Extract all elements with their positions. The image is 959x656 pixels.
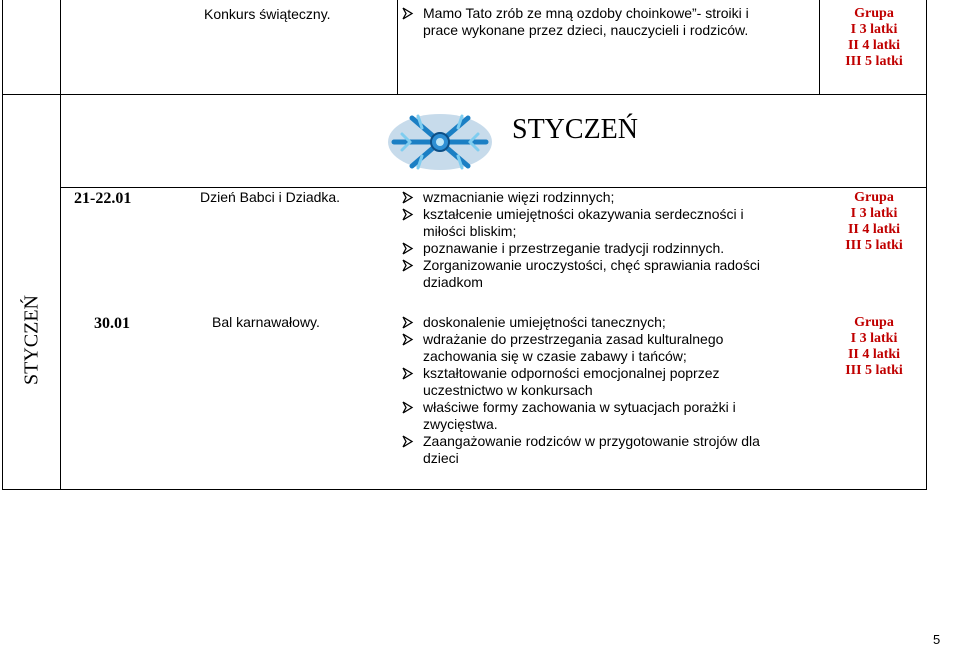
row-bullets bbox=[400, 189, 770, 291]
row-date: 30.01 bbox=[94, 315, 130, 332]
arrow-bullet-icon bbox=[401, 399, 414, 416]
row-event: Dzień Babci i Dziadka. bbox=[200, 189, 341, 205]
arrow-bullet-icon bbox=[401, 433, 414, 450]
arrow-bullet-icon bbox=[401, 189, 414, 206]
arrow-bullet-icon bbox=[401, 257, 414, 274]
side-column-divider bbox=[60, 0, 61, 490]
arrow-bullet-icon bbox=[401, 314, 414, 331]
bullet-item: Zorganizowanie uroczystości, chęć sprawiania radości dziadkom bbox=[400, 257, 770, 291]
group-line: II 4 latki bbox=[847, 222, 901, 237]
top-row-event: Konkurs świąteczny. bbox=[204, 6, 331, 22]
group-line: I 3 latki bbox=[850, 331, 898, 346]
group-line: III 5 latki bbox=[845, 363, 903, 378]
group-line: III 5 latki bbox=[845, 238, 903, 253]
side-month-label: STYCZEŃ bbox=[20, 295, 43, 385]
arrow-bullet-icon bbox=[401, 331, 414, 348]
row-group bbox=[824, 190, 924, 254]
bullet-item: kształtowanie odporności emocjonalnej poprzez uczestnictwo w konkursach bbox=[400, 365, 770, 399]
group-line: III 5 latki bbox=[845, 54, 903, 69]
group-title: Grupa bbox=[854, 315, 894, 330]
arrow-bullet-icon bbox=[401, 240, 414, 257]
top-row-divider-2 bbox=[819, 0, 820, 94]
row-date: 21-22.01 bbox=[74, 190, 132, 207]
group-line: I 3 latki bbox=[850, 206, 898, 221]
bullet-item: poznawanie i przestrzeganie tradycji rodzinnych. bbox=[400, 240, 770, 257]
row-group bbox=[824, 315, 924, 379]
arrow-bullet-icon bbox=[401, 365, 414, 382]
bullet-item: Mamo Tato zrób ze mną ozdoby choinkowe”- stroiki i prace wykonane przez dzieci, nauczycieli i rodziców. bbox=[400, 5, 770, 39]
bullet-item: właściwe formy zachowania w sytuacjach porażki i zwycięstwa. bbox=[400, 399, 770, 433]
arrow-bullet-icon bbox=[401, 206, 414, 223]
top-row-bullets bbox=[400, 5, 770, 39]
arrow-bullet-icon bbox=[401, 5, 414, 22]
bullet-item: wzmacnianie więzi rodzinnych; bbox=[400, 189, 770, 206]
bullet-item: Zaangażowanie rodziców w przygotowanie strojów dla dzieci bbox=[400, 433, 770, 467]
group-title: Grupa bbox=[854, 6, 894, 21]
bullet-item: wdrażanie do przestrzegania zasad kulturalnego zachowania się w czasie zabawy i tańców; bbox=[400, 331, 770, 365]
row-line-banner-bottom bbox=[60, 187, 927, 188]
bullet-item: doskonalenie umiejętności tanecznych; bbox=[400, 314, 770, 331]
row-event: Bal karnawałowy. bbox=[212, 314, 320, 330]
group-line: II 4 latki bbox=[847, 38, 901, 53]
bullet-item: kształcenie umiejętności okazywania serdeczności i miłości bliskim; bbox=[400, 206, 770, 240]
top-row-divider-1 bbox=[397, 0, 398, 94]
group-line: II 4 latki bbox=[847, 347, 901, 362]
row-bullets bbox=[400, 314, 770, 467]
group-line: I 3 latki bbox=[850, 22, 898, 37]
month-title: STYCZEŃ bbox=[512, 114, 638, 145]
snowflake-icon bbox=[384, 108, 496, 176]
table-border-right bbox=[926, 0, 927, 490]
page-number: 5 bbox=[933, 632, 941, 647]
group-title: Grupa bbox=[854, 190, 894, 205]
row-line-top bbox=[2, 94, 927, 95]
table-border-bottom bbox=[2, 489, 927, 490]
top-row-group bbox=[824, 6, 924, 70]
